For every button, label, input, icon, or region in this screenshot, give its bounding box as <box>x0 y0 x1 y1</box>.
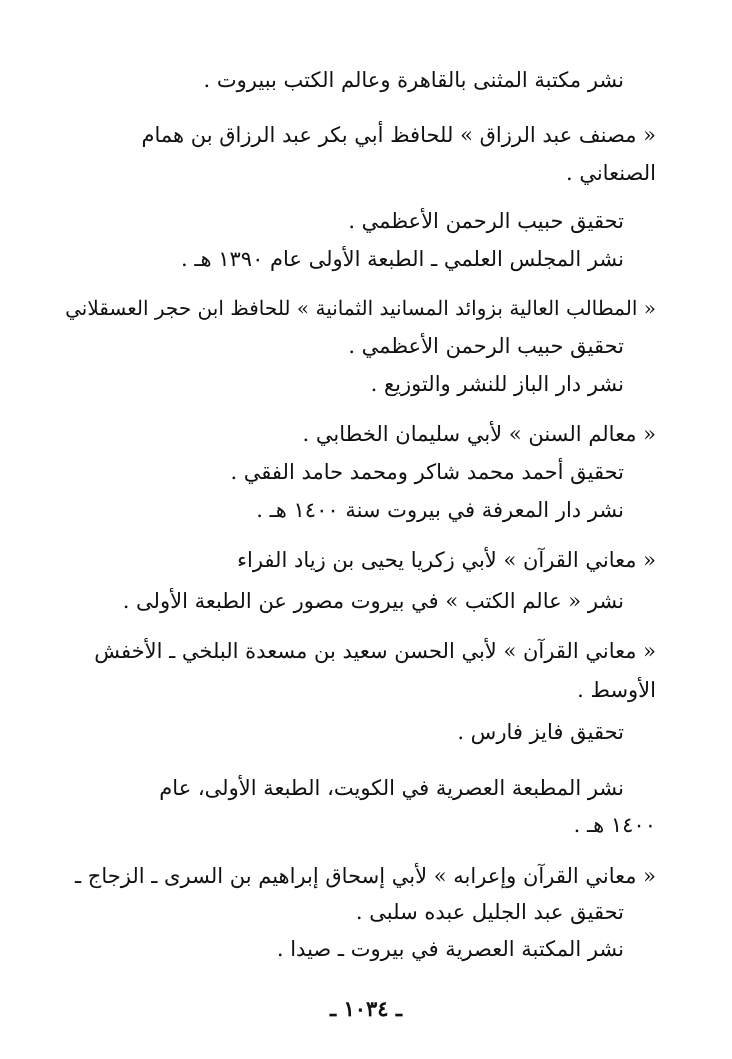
text-line: نشر المكتبة العصرية في بيروت ـ صيدا . <box>276 937 624 961</box>
text-line: تحقيق عبد الجليل عبده سلبى . <box>355 900 624 924</box>
text-line: تحقيق حبيب الرحمن الأعظمي . <box>348 334 624 358</box>
text-line: نشر « عالم الكتب » في بيروت مصور عن الطبعة الأولى . <box>122 589 624 613</box>
text-line: الأوسط . <box>577 678 656 702</box>
text-line: الصنعاني . <box>565 161 656 185</box>
entry-title-line: « معاني القرآن » لأبي الحسن سعيد بن مسعدة البلخي ـ الأخفش <box>94 639 656 663</box>
entry-title-line: « معاني القرآن » لأبي زكريا يحيى بن زياد الفراء <box>237 548 656 572</box>
entry-title-line: « معاني القرآن وإعرابه » لأبي إسحاق إبراهيم بن السرى ـ الزجاج ـ <box>74 864 656 888</box>
text-line: نشر دار الباز للنشر والتوزيع . <box>370 372 624 396</box>
text-line: نشر دار المعرفة في بيروت سنة ١٤٠٠ هـ . <box>256 498 624 522</box>
text-line: تحقيق فايز فارس . <box>457 720 624 744</box>
text-line: تحقيق حبيب الرحمن الأعظمي . <box>348 209 624 233</box>
entry-title-line: « مصنف عبد الرزاق » للحافظ أبي بكر عبد الرزاق بن همام <box>141 123 656 147</box>
text-line: نشر المجلس العلمي ـ الطبعة الأولى عام ١٣٩٠ هـ . <box>180 247 624 271</box>
entry-title-line: « المطالب العالية بزوائد المسانيد الثمانية » للحافظ ابن حجر العسقلاني <box>65 296 656 320</box>
text-line: نشر المطبعة العصرية في الكويت، الطبعة الأولى، عام <box>159 776 624 800</box>
entry-title-line: « معالم السنن » لأبي سليمان الخطابي . <box>302 422 656 446</box>
text-line: نشر مكتبة المثنى بالقاهرة وعالم الكتب ببيروت . <box>203 68 624 92</box>
text-line: ١٤٠٠ هـ . <box>573 813 656 837</box>
text-line: تحقيق أحمد محمد شاكر ومحمد حامد الفقي . <box>230 460 624 484</box>
page-number: ـ ١٠٣٤ ـ <box>329 996 403 1021</box>
